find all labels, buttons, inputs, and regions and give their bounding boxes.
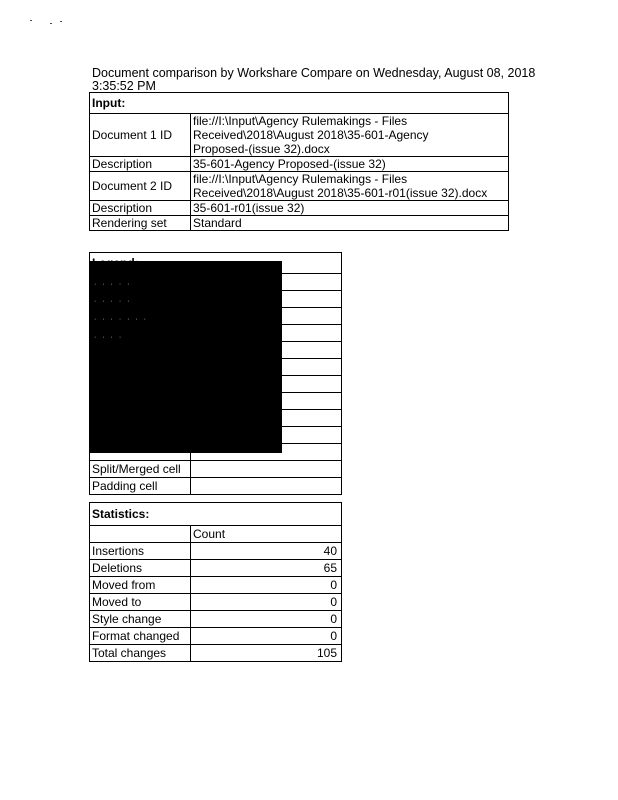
input-table bbox=[89, 92, 509, 231]
ghost-text: · · · · · · · bbox=[94, 316, 148, 323]
insertions-label: Insertions bbox=[90, 543, 191, 560]
format-changed-label: Format changed bbox=[90, 628, 191, 645]
scan-speck bbox=[60, 21, 62, 22]
input-title: Input: bbox=[90, 93, 509, 114]
description-1-value: 35-601-Agency Proposed-(issue 32) bbox=[191, 157, 509, 172]
value-line: Received\2018\August 2018\35-601-Agency bbox=[193, 128, 429, 142]
insertions-count: 40 bbox=[191, 543, 342, 560]
value-line: file://I:\Input\Agency Rulemakings - Files bbox=[193, 114, 408, 128]
comparison-time: 3:35:52 PM bbox=[92, 79, 156, 93]
format-changed-count: 0 bbox=[191, 628, 342, 645]
stats-blank-cell bbox=[90, 526, 191, 543]
total-changes-label: Total changes bbox=[90, 645, 191, 662]
document-1-id-value bbox=[191, 114, 509, 157]
statistics-title: Statistics: bbox=[90, 503, 342, 526]
value-line: file://I:\Input\Agency Rulemakings - Files bbox=[193, 172, 408, 186]
scan-speck bbox=[30, 20, 32, 21]
style-change-label: Style change bbox=[90, 611, 191, 628]
moved-from-count: 0 bbox=[191, 577, 342, 594]
rendering-set-value: Standard bbox=[191, 216, 509, 231]
comparison-header: Document comparison by Workshare Compare on Wednesday, August 08, 2018 bbox=[92, 66, 536, 80]
ghost-text: · · · · · bbox=[94, 298, 132, 305]
document-2-id-value bbox=[191, 172, 509, 201]
moved-to-count: 0 bbox=[191, 594, 342, 611]
description-2-value: 35-601-r01(issue 32) bbox=[191, 201, 509, 216]
deletions-label: Deletions bbox=[90, 560, 191, 577]
style-change-count: 0 bbox=[191, 611, 342, 628]
document-1-id-label: Document 1 ID bbox=[90, 114, 191, 157]
scan-speck bbox=[50, 23, 52, 24]
rendering-set-label: Rendering set bbox=[90, 216, 191, 231]
total-changes-count: 105 bbox=[191, 645, 342, 662]
redaction-block bbox=[90, 261, 282, 453]
value-line: Received\2018\August 2018\35-601-r01(issue 32).docx bbox=[193, 186, 488, 200]
value-line: Proposed-(issue 32).docx bbox=[193, 142, 330, 156]
ghost-text: · · · · bbox=[94, 334, 124, 341]
document-2-id-label: Document 2 ID bbox=[90, 172, 191, 201]
padding-cell-label: Padding cell bbox=[90, 478, 191, 495]
legend-cell bbox=[191, 461, 342, 478]
count-header: Count bbox=[191, 526, 342, 543]
moved-from-label: Moved from bbox=[90, 577, 191, 594]
description-1-label: Description bbox=[90, 157, 191, 172]
statistics-table bbox=[89, 502, 342, 662]
moved-to-label: Moved to bbox=[90, 594, 191, 611]
legend-cell bbox=[191, 478, 342, 495]
description-2-label: Description bbox=[90, 201, 191, 216]
split-merged-cell-label: Split/Merged cell bbox=[90, 461, 191, 478]
deletions-count: 65 bbox=[191, 560, 342, 577]
ghost-text: · · · · · bbox=[94, 281, 132, 288]
